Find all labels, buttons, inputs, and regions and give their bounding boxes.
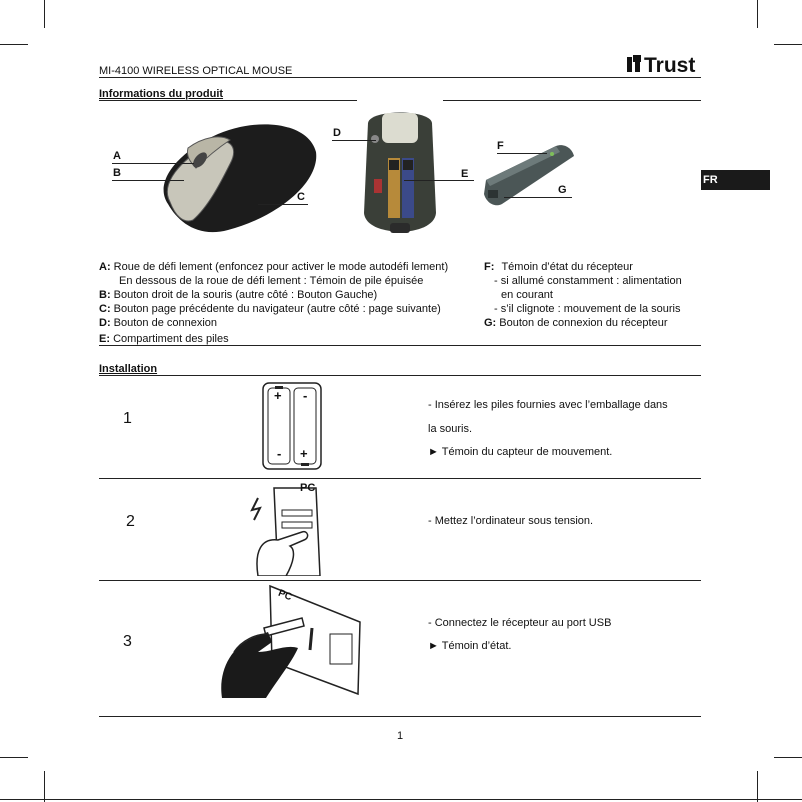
language-tab-label: FR (703, 174, 718, 186)
pc-label-usb: PC (276, 587, 294, 604)
receiver-illustration (480, 140, 580, 212)
desc-key: G: (484, 317, 497, 329)
product-rule (99, 345, 701, 346)
label-f: F (497, 140, 504, 152)
step-3-rule (99, 716, 701, 717)
desc-text: En dessous de la roue de défi lement : Témoin de pile épuisée (119, 275, 424, 287)
battery-plus-2: + (300, 446, 308, 461)
installation-heading: Installation (99, 363, 158, 375)
desc-g (484, 317, 667, 330)
product-heading-rule-right (443, 100, 701, 101)
step-3-line-1: - Connectez le récepteur au port USB (428, 617, 612, 629)
battery-plus-1: + (274, 388, 282, 403)
callout-line-a (112, 163, 194, 164)
desc-key: D: (99, 317, 111, 329)
crop-mark (0, 757, 28, 758)
battery-illustration (262, 382, 322, 470)
crop-mark (774, 44, 802, 45)
crop-mark (44, 771, 45, 802)
desc-text: Bouton de connexion du récepteur (499, 317, 668, 329)
desc-text: Témoin d’état du récepteur (501, 261, 633, 273)
label-b: B (113, 167, 121, 179)
crop-mark (44, 0, 45, 28)
crop-mark (774, 757, 802, 758)
label-e: E (461, 168, 469, 180)
pc-label: PC (300, 482, 316, 494)
label-c: C (297, 191, 305, 203)
step-1-line-1: - Insérez les piles fournies avec l’emballage dans (428, 399, 668, 411)
callout-line-e (404, 180, 474, 181)
callout-line-g (504, 197, 572, 198)
callout-line-b (112, 180, 184, 181)
language-tab (701, 170, 770, 190)
desc-key: C: (99, 303, 111, 315)
desc-text: Bouton de connexion (113, 317, 218, 329)
bottom-edge (0, 799, 802, 800)
step-1-number: 1 (123, 410, 132, 427)
label-d: D (333, 127, 341, 139)
page-number: 1 (397, 730, 404, 742)
callout-line-c (258, 204, 308, 205)
header-rule (99, 77, 701, 78)
step-3-number: 3 (123, 633, 132, 650)
product-heading-rule-left (99, 100, 357, 101)
desc-text: Roue de défi lement (enfoncez pour activer le mode autodéfi lement) (113, 261, 449, 273)
trust-logo (627, 52, 703, 76)
usb-connect-illustration (212, 582, 362, 700)
step-1-line-3: ► Témoin du capteur de mouvement. (428, 446, 613, 458)
desc-text: Bouton page précédente du navigateur (autre côté : page suivante) (113, 303, 441, 315)
step-2-number: 2 (126, 513, 135, 530)
desc-f-sub1: - si allumé constamment : alimentation (494, 275, 682, 287)
crop-mark (757, 771, 758, 802)
product-heading: Informations du produit (99, 88, 224, 100)
callout-line-d (332, 140, 376, 141)
callout-line-f (497, 153, 547, 154)
pc-power-illustration (240, 480, 350, 576)
desc-key: A: (99, 261, 111, 273)
battery-minus-1: - (303, 388, 308, 403)
installation-rule (99, 375, 701, 376)
desc-b (99, 289, 377, 302)
desc-key: F: (484, 261, 495, 273)
desc-c (99, 303, 441, 316)
desc-d (99, 317, 217, 330)
step-2-line-1: - Mettez l’ordinateur sous tension. (428, 515, 594, 527)
desc-key: B: (99, 289, 111, 301)
step-1-line-2: la souris. (428, 423, 473, 435)
desc-f-sub2: en courant (501, 289, 553, 301)
desc-a-sub (119, 275, 423, 288)
desc-a (99, 261, 448, 274)
desc-key: E: (99, 333, 110, 345)
crop-mark (757, 0, 758, 28)
desc-f-sub3: - s’il clignote : mouvement de la souris (494, 303, 681, 315)
mouse-illustration (148, 112, 320, 240)
desc-text: Compartiment des piles (113, 333, 229, 345)
step-2-rule (99, 580, 701, 581)
label-a: A (113, 150, 121, 162)
crop-mark (0, 44, 28, 45)
mouse-bottom-illustration (360, 103, 440, 245)
desc-text: Bouton droit de la souris (autre côté : Bouton Gauche) (113, 289, 378, 301)
label-g: G (558, 184, 567, 196)
step-3-line-2: ► Témoin d’état. (428, 640, 512, 652)
battery-minus-2: - (277, 446, 282, 461)
manual-title: MI-4100 WIRELESS OPTICAL MOUSE (99, 65, 293, 77)
desc-f (484, 261, 633, 274)
step-1-rule (99, 478, 701, 479)
brand-name: Trust (644, 54, 696, 76)
